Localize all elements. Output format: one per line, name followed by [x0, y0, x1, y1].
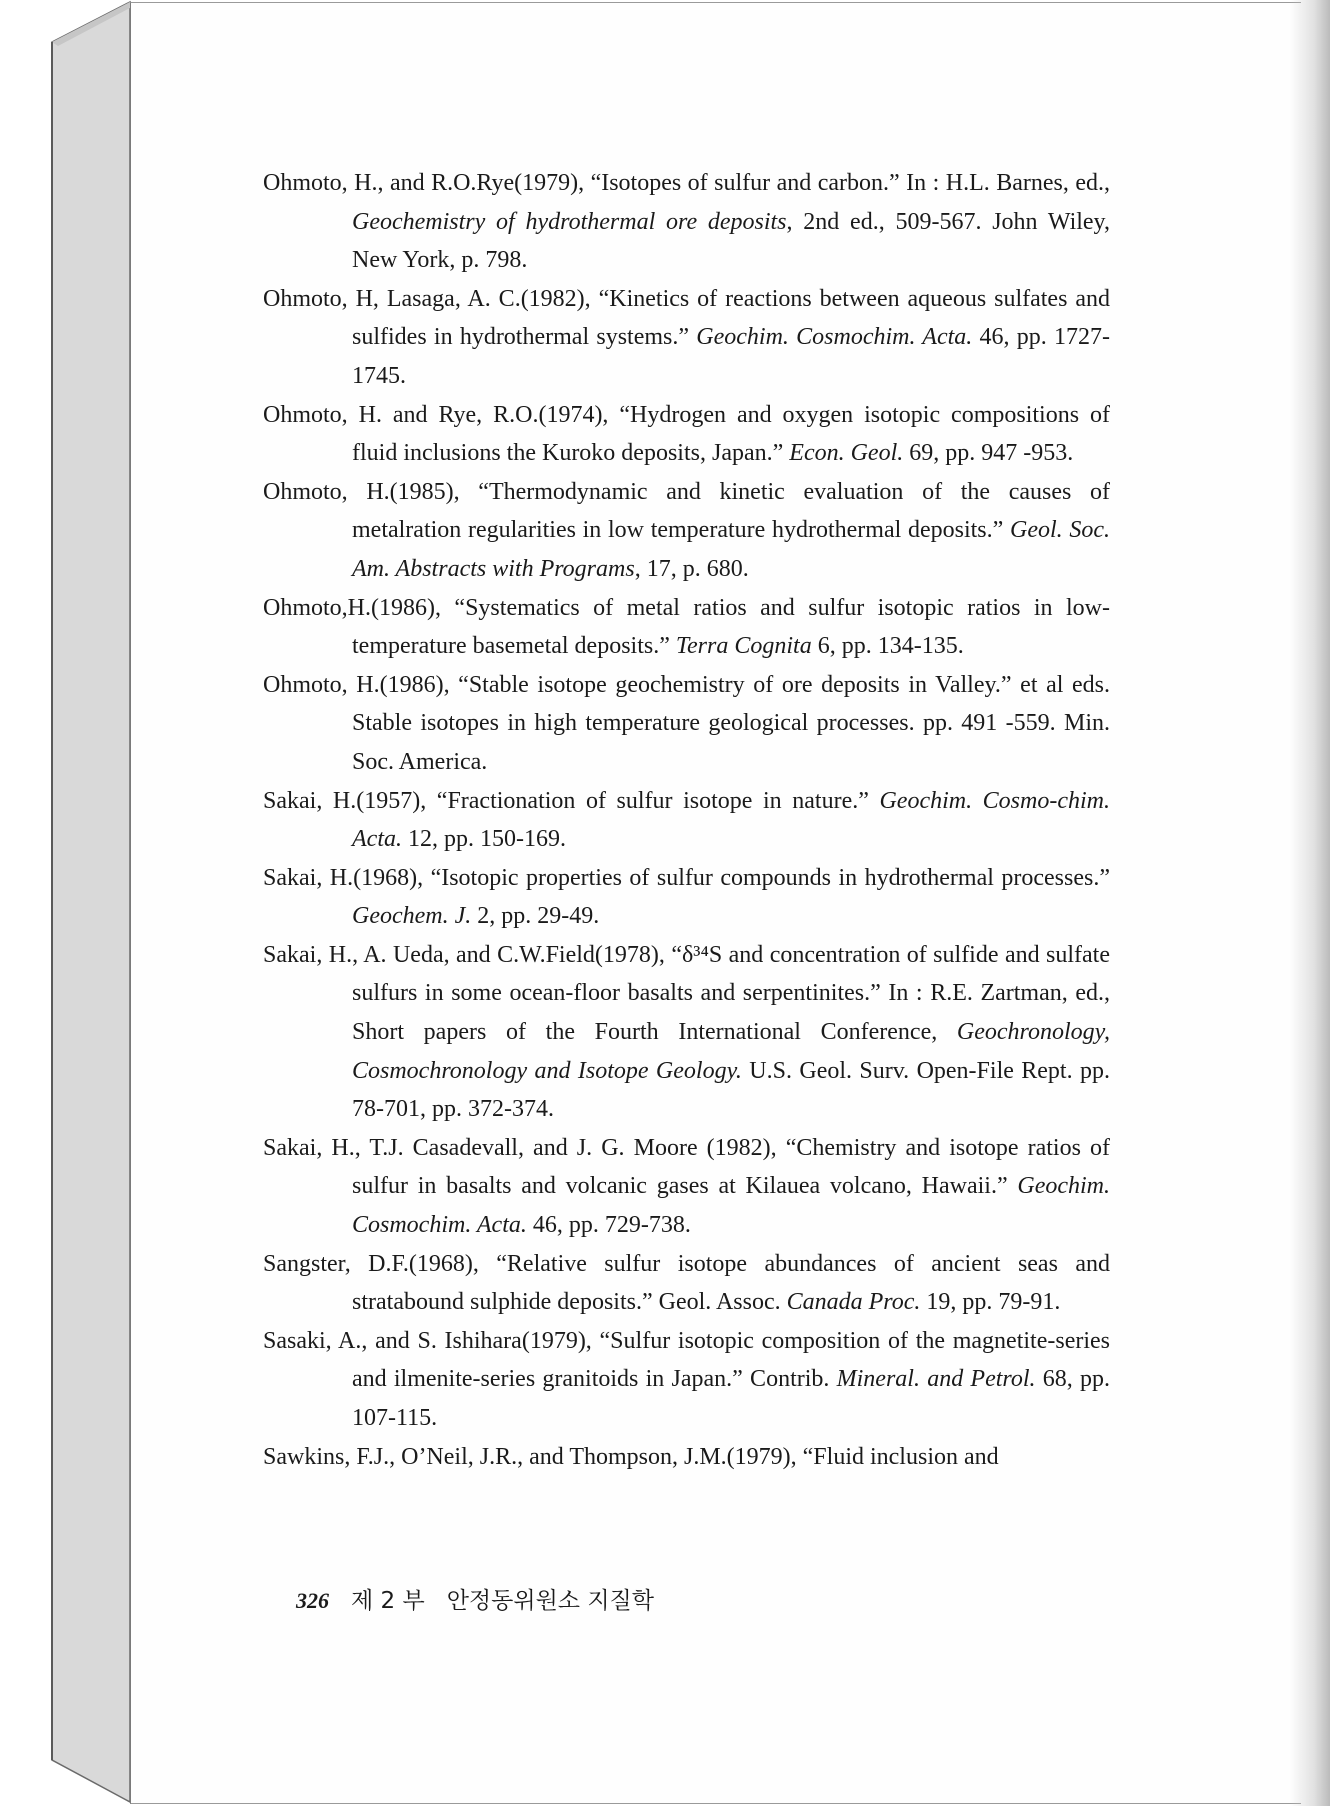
- reference-entry: Sangster, D.F.(1968), “Relative sulfur isotope abundances of ancient seas and stratabound sulphide deposits.” Geol. Assoc. Canada Proc. 19, pp. 79-91.: [263, 1250, 1110, 1316]
- part-label: 제 2 부: [351, 1588, 425, 1614]
- reference-entry: Sakai, H., T.J. Casadevall, and J. G. Moore (1982), “Chemistry and isotope ratios of sulfur in basalts and volcanic gases at Kilauea volcano, Hawaii.” Geochim. Cosmochim. Acta. 46, pp. 729-738.: [263, 1134, 1110, 1239]
- page-number: 326: [296, 1588, 329, 1613]
- reference-entry: Ohmoto, H, Lasaga, A. C.(1982), “Kinetics of reactions between aqueous sulfates and sulfides in hydrothermal systems.” Geochim. Cosmochim. Acta. 46, pp. 1727-1745.: [263, 285, 1111, 389]
- reference-entry: Sakai, H., A. Ueda, and C.W.Field(1978), “δ³⁴S and concentration of sulfide and sulfate sulfurs in some ocean-floor basalts and serpentinites.” In : R.E. Zartman, ed., Short papers of the Fourth International Conference, Geochronology, Cosmochronology and Isotope Geology. U.S. Geol. Surv. Open-File Rept. pp. 78-701, pp. 372-374.: [263, 941, 1110, 1123]
- reference-entry: Sasaki, A., and S. Ishihara(1979), “Sulfur isotopic composition of the magnetite-series and ilmenite-series granitoids in Japan.” Contrib. Mineral. and Petrol. 68, pp. 107-115.: [263, 1327, 1110, 1431]
- reference-entry: Sakai, H.(1957), “Fractionation of sulfur isotope in nature.” Geochim. Cosmo-chim. Acta. 12, pp. 150-169.: [263, 787, 1110, 853]
- page-footer: [296, 1582, 654, 1615]
- reference-entry: Ohmoto, H., and R.O.Rye(1979), “Isotopes of sulfur and carbon.” In : H.L. Barnes, ed., Geochemistry of hydrothermal ore deposits, 2nd ed., 509-567. John Wiley, New York, p. 798.: [263, 170, 1110, 274]
- reference-entry: Ohmoto, H.(1985), “Thermodynamic and kinetic evaluation of the causes of metalration regularities in low temperature hydrothermal deposits.” Geol. Soc. Am. Abstracts with Programs, 17, p. 680.: [263, 478, 1110, 582]
- reference-entry: Sakai, H.(1968), “Isotopic properties of sulfur compounds in hydrothermal processes.” Geochem. J. 2, pp. 29-49.: [263, 864, 1110, 930]
- reference-entry: Ohmoto, H.(1986), “Stable isotope geochemistry of ore deposits in Valley.” et al eds. Stable isotopes in high temperature geological processes. pp. 491 -559. Min. Soc. America.: [263, 671, 1110, 775]
- reference-entry: Ohmoto, H. and Rye, R.O.(1974), “Hydrogen and oxygen isotopic compositions of fluid inclusions the Kuroko deposits, Japan.” Econ. Geol. 69, pp. 947 -953.: [263, 401, 1110, 467]
- reference-list: [263, 164, 1110, 1476]
- reference-entry: Sawkins, F.J., O’Neil, J.R., and Thompson, J.M.(1979), “Fluid inclusion and: [263, 1443, 999, 1470]
- running-title: 안정동위원소 지질학: [446, 1588, 654, 1614]
- reference-entry: Ohmoto,H.(1986), “Systematics of metal ratios and sulfur isotopic ratios in low-temperature basemetal deposits.” Terra Cognita 6, pp. 134-135.: [263, 594, 1110, 660]
